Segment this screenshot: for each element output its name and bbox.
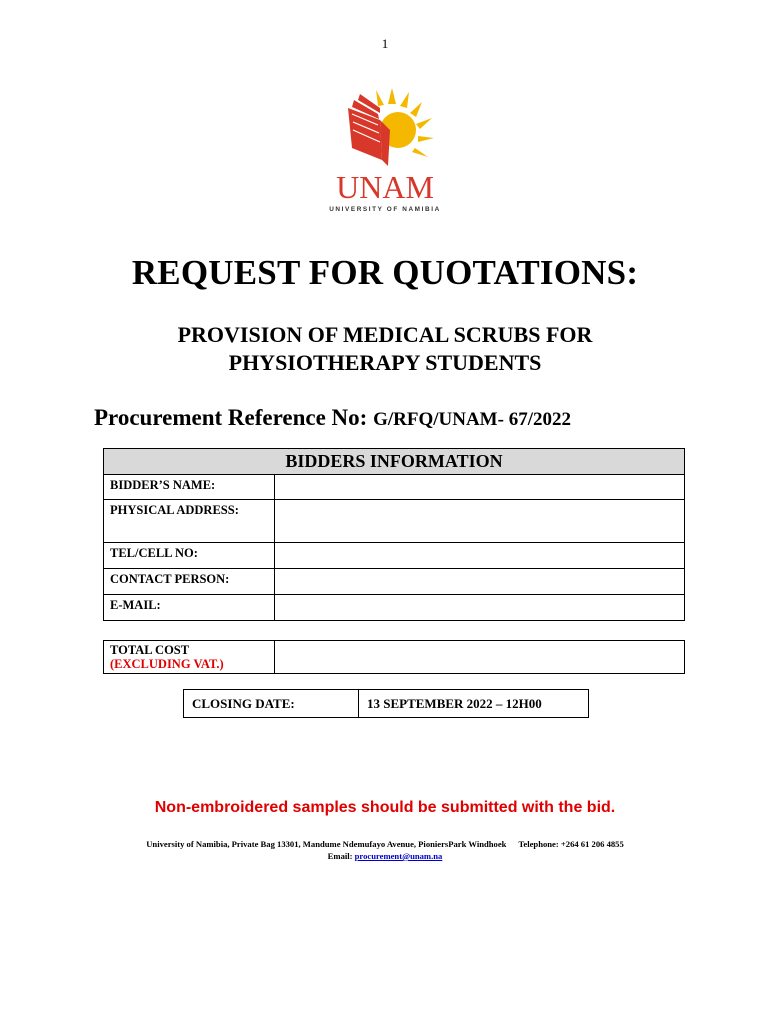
- subtitle-line-2: PHYSIOTHERAPY STUDENTS: [228, 350, 542, 375]
- email-label: E-MAIL:: [104, 595, 275, 621]
- bidders-table-header: BIDDERS INFORMATION: [104, 449, 685, 475]
- bidder-name-label: BIDDER’S NAME:: [104, 475, 275, 500]
- footer-line-1: [0, 838, 770, 850]
- footer-email-link[interactable]: procurement@unam.na: [354, 851, 443, 861]
- reference-value: G/RFQ/UNAM- 67/2022: [373, 409, 571, 430]
- footer-address: University of Namibia, Private Bag 13301, Mandume Ndemufayo Avenue, PioniersPark Windhoek: [146, 839, 507, 849]
- tel-cell-label: TEL/CELL NO:: [104, 543, 275, 569]
- closing-date-table: [183, 689, 589, 718]
- subtitle-line-1: PROVISION OF MEDICAL SCRUBS FOR: [177, 322, 593, 347]
- contact-person-field[interactable]: [275, 569, 685, 595]
- footer-email-label: Email:: [327, 851, 353, 861]
- reference-label: Procurement Reference No:: [94, 405, 368, 430]
- logo-subtitle: UNIVERSITY OF NAMIBIA: [329, 206, 441, 213]
- physical-address-field[interactable]: [275, 500, 685, 543]
- total-cost-label-cell: [104, 641, 275, 674]
- tel-cell-field[interactable]: [275, 543, 685, 569]
- email-field[interactable]: [275, 595, 685, 621]
- footer-telephone: Telephone: +264 61 206 4855: [518, 839, 624, 849]
- physical-address-label: PHYSICAL ADDRESS:: [104, 500, 275, 543]
- closing-date-value: 13 SEPTEMBER 2022 – 12H00: [359, 690, 589, 718]
- footer-line-2: [0, 850, 770, 862]
- excluding-vat-note: (EXCLUDING VAT.): [110, 657, 224, 671]
- total-cost-table: [103, 640, 685, 674]
- closing-date-label: CLOSING DATE:: [184, 690, 359, 718]
- contact-person-label: CONTACT PERSON:: [104, 569, 275, 595]
- page-number: 1: [381, 36, 389, 51]
- unam-logo-icon: [318, 86, 452, 214]
- unam-logo: [318, 86, 452, 214]
- page-subtitle: [0, 321, 770, 377]
- logo-wordmark: UNAM: [336, 169, 434, 205]
- total-cost-field[interactable]: [275, 641, 685, 674]
- samples-notice: Non-embroidered samples should be submitted with the bid.: [154, 799, 616, 816]
- bidder-name-field[interactable]: [275, 475, 685, 500]
- page-title: REQUEST FOR QUOTATIONS:: [131, 253, 639, 292]
- footer: [0, 838, 770, 862]
- procurement-reference: [94, 405, 571, 431]
- bidders-information-table: [103, 448, 685, 621]
- total-cost-label: TOTAL COST: [110, 643, 190, 657]
